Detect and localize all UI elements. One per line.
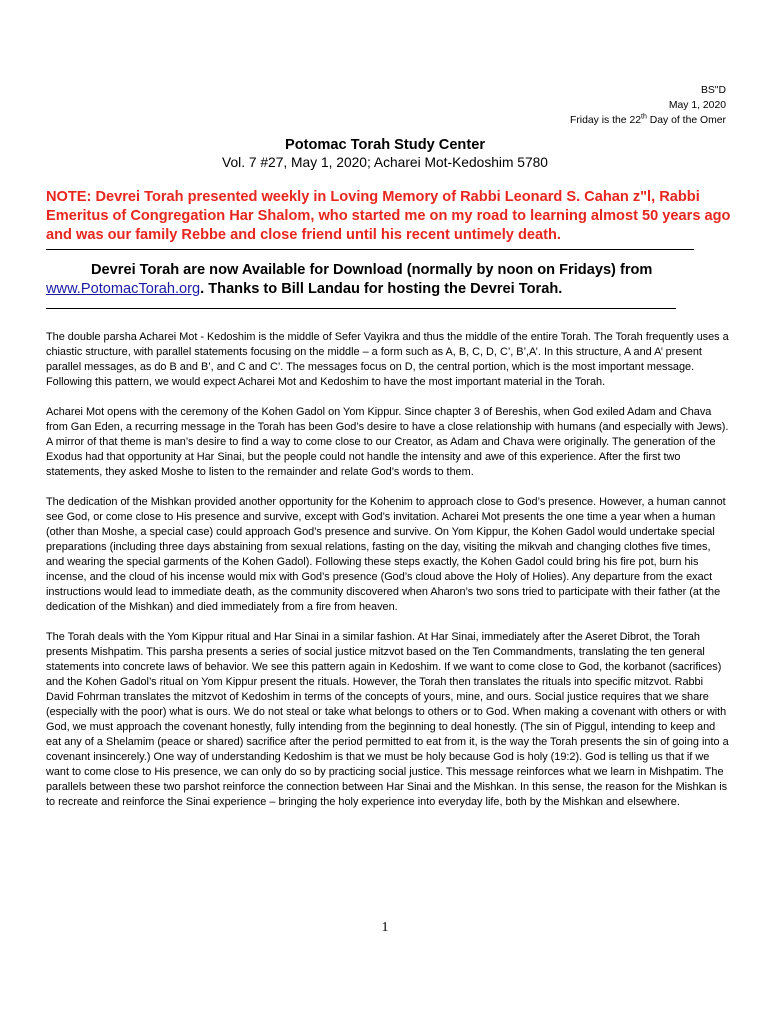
download-announcement	[46, 261, 736, 299]
paragraph: The Torah deals with the Yom Kippur ritual and Har Sinai in a similar fashion. At Har Sinai, immediately after the Aseret Dibrot, the Torah presents Mishpatim. This parsha presents a series of social justice mitzvot based on the Ten Commandments, translating the ten general statements into concrete laws of behavior. We see this pattern again in Kedoshim. If we want to come close to God, the korbanot (sacrifices) and the Kohen Gadol’s ritual on Yom Kippur present the rituals. However, the Torah then translates the rituals into specific mitzvot. Rabbi David Fohrman translates the mitzvot of Kedoshim in terms of the concepts of yours, mine, and ours. Social justice requires that we share (especially with the poor) what is ours. We do not steal or take what belongs to others or to God. When making a covenant with others or with God, we must approach the covenant honestly, fully intending from the beginning to deal honestly. (The sin of Piggul, intending to keep and eat any of a Shelamim (peace or shared) sacrifice after the period permitted to eat from it, is the way the Torah presents the sin of going into a covenant insincerely.) One way of understanding Kedoshim is that we must be holy because God is holy (19:2). God is telling us that if we want to come close to His presence, we can only do so by practicing social justice. This message reinforces what we learn in Mishpatim. The parallels between these two parshot reinforce the connection between Har Sinai and the Mishkan. In this sense, the reason for the Mishkan is to recreate and reinforce the Sinai experience – bringing the holy experience into everyday life, both by the Mishkan and elsewhere.	[46, 631, 729, 808]
memorial-note: NOTE: Devrei Torah presented weekly in Loving Memory of Rabbi Leonard S. Cahan z"l, Rabbi Emeritus of Congregation Har Shalom, who started me on my road to learning almost 50 years ago and was our family Rebbe and close friend until his recent untimely death.	[46, 189, 731, 243]
potomac-torah-link[interactable]: www.PotomacTorah.org	[46, 281, 201, 297]
page-title: Potomac Torah Study Center	[284, 137, 485, 153]
omer-suffix: Day of the Omer	[646, 115, 726, 126]
paragraph: The double parsha Acharei Mot - Kedoshim is the middle of Sefer Vayikra and thus the middle of the entire Torah. The Torah frequently uses a chiastic structure, with parallel statements focusing on the middle – a form such as A, B, C, D, C’, B’,A’. In this structure, A and A’ present parallel messages, as do B and B’, and C and C’. The messages focus on D, the central portion, which is the most important message. Following this pattern, we would expect Acharei Mot and Kedoshim to have the most important material in the Torah.	[46, 331, 729, 388]
divider-rule	[46, 308, 676, 309]
divider-rule	[46, 249, 694, 250]
bsd-mark: BS"D	[700, 85, 726, 96]
header-block	[570, 83, 726, 128]
paragraph: Acharei Mot opens with the ceremony of the Kohen Gadol on Yom Kippur. Since chapter 3 of Bereshis, when God exiled Adam and Chava from Gan Eden, a recurring message in the Torah has been God’s desire to have a close relationship with humans (and especially with Jews). A mirror of that theme is man’s desire to find a way to come close to our Creator, as Adam and Chava were originally. The generation of the Exodus had that opportunity at Har Sinai, but the people could not handle the intensity and awe of this experience. After the first two statements, they asked Moshe to listen to the remainder and relate God’s words to them.	[46, 406, 729, 478]
omer-count	[570, 113, 726, 128]
paragraph: The dedication of the Mishkan provided another opportunity for the Kohenim to approach close to God’s presence. However, a human cannot see God, or come close to His presence and survive, except with God’s invitation. Acharei Mot presents the one time a year when a human (other than Moshe, a special case) could approach God’s presence and survive. On Yom Kippur, the Kohen Gadol would undertake special preparations (including three days abstaining from sexual relations, fasting on the day, visiting the mikvah and changing clothes five times, and wearing the special garments of the Kohen Gadol). Following these steps exactly, the Kohen Gadol could bring his fire pot, burn his incense, and the cloud of his incense would mix with God’s presence (God’s cloud above the Holy of Holies). Any departure from the exact instructions would lead to immediate death, as the community discovered when Aharon’s two sons tried to participate with their father (at the dedication of the Mishkan) and died immediately from a fire from heaven.	[46, 496, 726, 613]
announcement-line: Devrei Torah are now Available for Download (normally by noon on Fridays) from	[91, 262, 653, 278]
omer-superscript: th	[641, 113, 647, 121]
page-number: 1	[381, 920, 389, 935]
header-date: May 1, 2020	[668, 100, 726, 111]
omer-prefix: Friday is the 22	[569, 115, 642, 126]
announcement-thanks: . Thanks to Bill Landau for hosting the Devrei Torah.	[200, 281, 563, 297]
body-text	[46, 330, 730, 825]
page-subtitle: Vol. 7 #27, May 1, 2020; Acharei Mot-Kedoshim 5780	[222, 155, 548, 170]
